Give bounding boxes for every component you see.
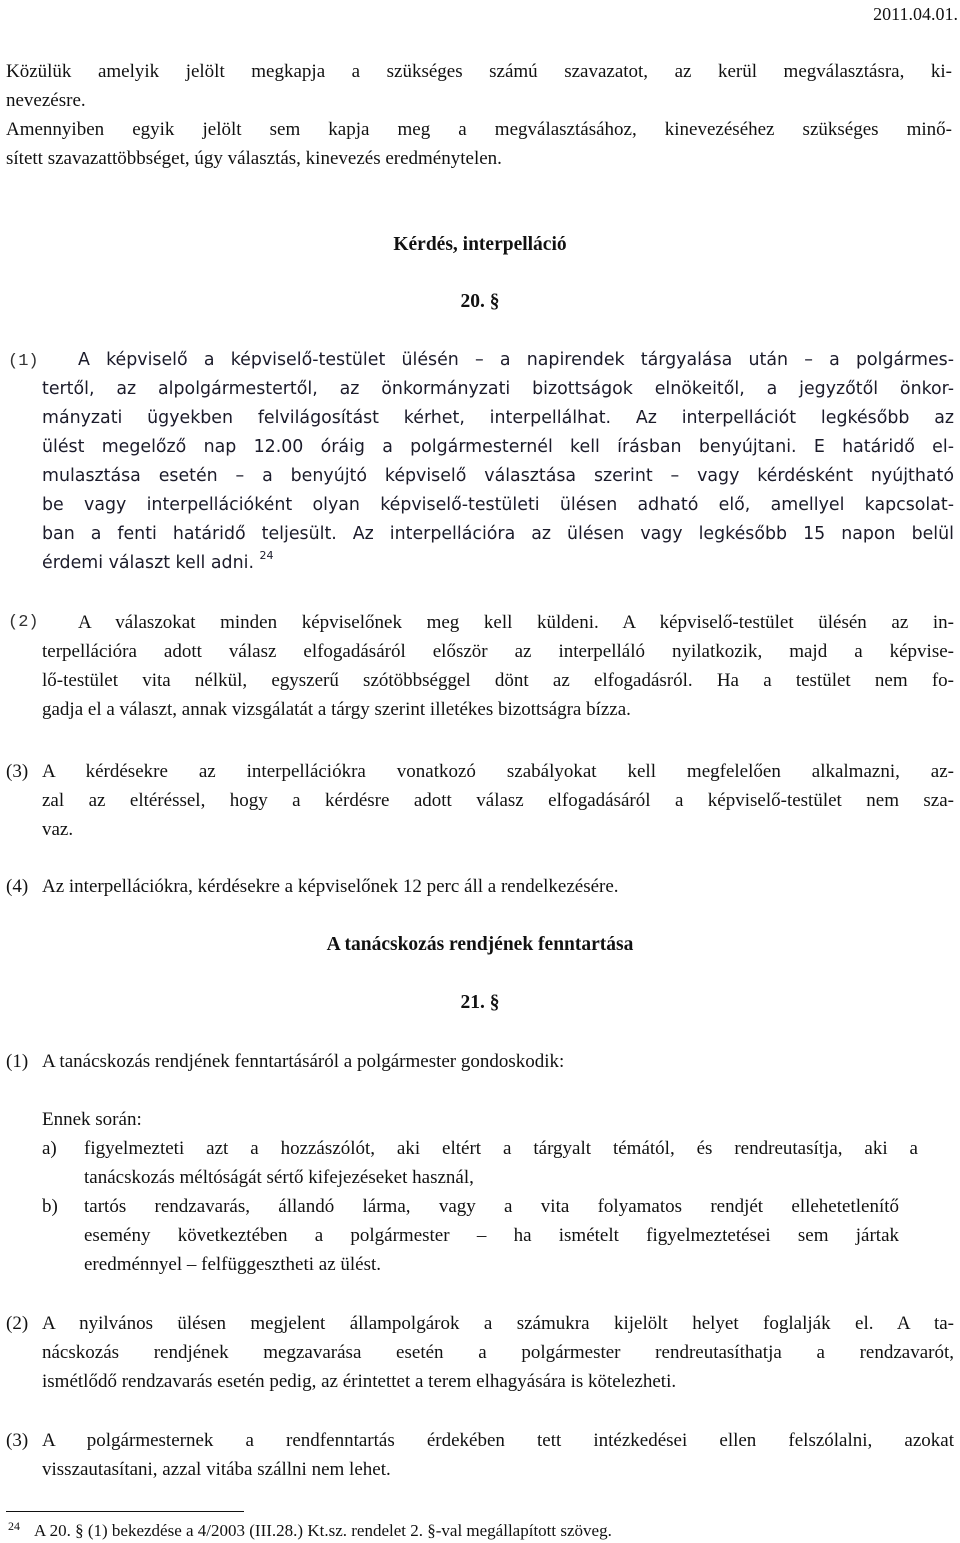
- list-line: tartós rendzavarás, állandó lárma, vagy a vita folyamatos rendjét ellehetetlenítő: [84, 1196, 899, 1217]
- clause-line: ülést megelőző nap 12.00 óráig a polgármesternél kell írásban benyújtani. E határidő el-: [42, 437, 954, 457]
- intro-paragraph: [6, 57, 952, 173]
- intro-line: sített szavazattöbbséget, úgy választás, kinevezés eredménytelen.: [6, 148, 502, 169]
- clause-20-1: [42, 346, 954, 579]
- footnote-separator: [6, 1511, 244, 1512]
- clause-marker: (3): [6, 1430, 29, 1451]
- footnote-number: 24: [8, 1519, 20, 1533]
- clause-21-3: [42, 1426, 954, 1484]
- clause-marker: (1): [6, 1051, 29, 1072]
- clause-line: [42, 549, 954, 579]
- clause-line: nácskozás rendjének megzavarása esetén a polgármester rendreutasíthatja a rendzavarót,: [42, 1342, 954, 1363]
- clause-marker: (1): [8, 352, 39, 371]
- clause-line: A nyilvános ülésen megjelent állampolgárok a számukra kijelölt helyet foglalják el. A ta-: [42, 1313, 954, 1334]
- clause-line: vaz.: [42, 819, 74, 840]
- list-intro: Ennek során:: [42, 1109, 142, 1130]
- clause-20-3: [42, 757, 954, 844]
- intro-line: Amennyiben egyik jelölt sem kapja meg a megválasztásához, kinevezéséhez szükséges minő-: [6, 119, 952, 140]
- list-item-a: [84, 1134, 918, 1192]
- page-date: 2011.04.01.: [873, 4, 958, 24]
- list-line: eredménnyel – felfüggesztheti az ülést.: [84, 1254, 382, 1275]
- footnote-text: A 20. § (1) bekezdése a 4/2003 (III.28.) Kt.sz. rendelet 2. §-val megállapított szöveg.: [34, 1521, 612, 1540]
- clause-marker: (3): [6, 761, 29, 782]
- intro-line: nevezésre.: [6, 90, 86, 111]
- clause-line: A válaszokat minden képviselőnek meg kell küldeni. A képviselő-testület ülésén az in-: [78, 612, 954, 633]
- clause-20-2: [42, 608, 954, 637]
- list-line: tanácskozás méltóságát sértő kifejezéseket használ,: [84, 1167, 474, 1188]
- intro-line: Közülük amelyik jelölt megkapja a szükséges számú szavazatot, az kerül megválasztásra, ki-: [6, 61, 952, 82]
- clause-21-1: A tanácskozás rendjének fenntartásáról a polgármester gondoskodik:: [42, 1051, 565, 1072]
- clause-last-text: érdemi választ kell adni.: [42, 553, 254, 573]
- clause-marker: (2): [8, 613, 39, 632]
- clause-20-2-cont: [42, 637, 954, 724]
- clause-line: visszautasítani, azzal vitába szállni nem lehet.: [42, 1459, 391, 1480]
- paragraph-number: 21. §: [460, 992, 500, 1013]
- section-title: Kérdés, interpelláció: [393, 234, 567, 255]
- list-marker: b): [42, 1196, 58, 1217]
- clause-line: A képviselő a képviselő-testület ülésén – a napirendek tárgyalása után – a polgármes-: [78, 350, 954, 370]
- clause-line: terpellációra adott válasz elfogadásáról először az interpelláló nyilatkozik, majd a képvise-: [42, 641, 954, 662]
- clause-line: ban a fenti határidő teljesült. Az interpellációra az ülésen vagy legkésőbb 15 napon belül: [42, 524, 954, 544]
- footnote-reference[interactable]: 24: [259, 549, 274, 562]
- list-item-b: [84, 1192, 899, 1279]
- list-line: figyelmezteti azt a hozzászólót, aki eltért a tárgyalt témától, és rendreutasítja, aki a: [84, 1138, 918, 1159]
- clause-line: zal az eltéréssel, hogy a kérdésre adott válasz elfogadásáról a képviselő-testület nem sza-: [42, 790, 954, 811]
- section-title: A tanácskozás rendjének fenntartása: [326, 934, 634, 955]
- clause-line: ismétlődő rendzavarás esetén pedig, az érintettet a terem elhagyására is kötelezheti.: [42, 1371, 677, 1392]
- clause-line: mulasztása esetén – a benyújtó képviselő választása szerint – vagy kérdésként nyújtható: [42, 466, 954, 486]
- clause-line: lő-testület vita nélkül, egyszerű szótöbbséggel dönt az elfogadásról. Ha a testület nem fo-: [42, 670, 954, 691]
- clause-20-4: Az interpellációkra, kérdésekre a képviselőnek 12 perc áll a rendelkezésére.: [42, 876, 619, 897]
- clause-line: tertől, az alpolgármestertől, az önkormányzati bizottságok elnökeitől, a jegyzőtől önkor-: [42, 379, 954, 399]
- clause-marker: (2): [6, 1313, 29, 1334]
- paragraph-number: 20. §: [460, 291, 500, 312]
- clause-line: A polgármesternek a rendfenntartás érdekében tett intézkedései ellen felszólalni, azokat: [42, 1430, 954, 1451]
- clause-line: A kérdésekre az interpellációkra vonatkozó szabályokat kell megfelelően alkalmazni, az-: [42, 761, 954, 782]
- clause-line: be vagy interpellációként olyan képviselő-testületi ülésen adható elő, amellyel kapcsolat-: [42, 495, 954, 515]
- clause-marker: (4): [6, 876, 29, 897]
- clause-line: gadja el a választ, annak vizsgálatát a tárgy szerint illetékes bizottságra bízza.: [42, 699, 631, 720]
- clause-21-2: [42, 1309, 954, 1396]
- clause-line: mányzati ügyekben felvilágosítást kérhet, interpellálhat. Az interpellációt legkésőbb az: [42, 408, 954, 428]
- list-line: esemény következtében a polgármester – ha ismételt figyelmeztetései sem jártak: [84, 1225, 899, 1246]
- list-marker: a): [42, 1138, 57, 1159]
